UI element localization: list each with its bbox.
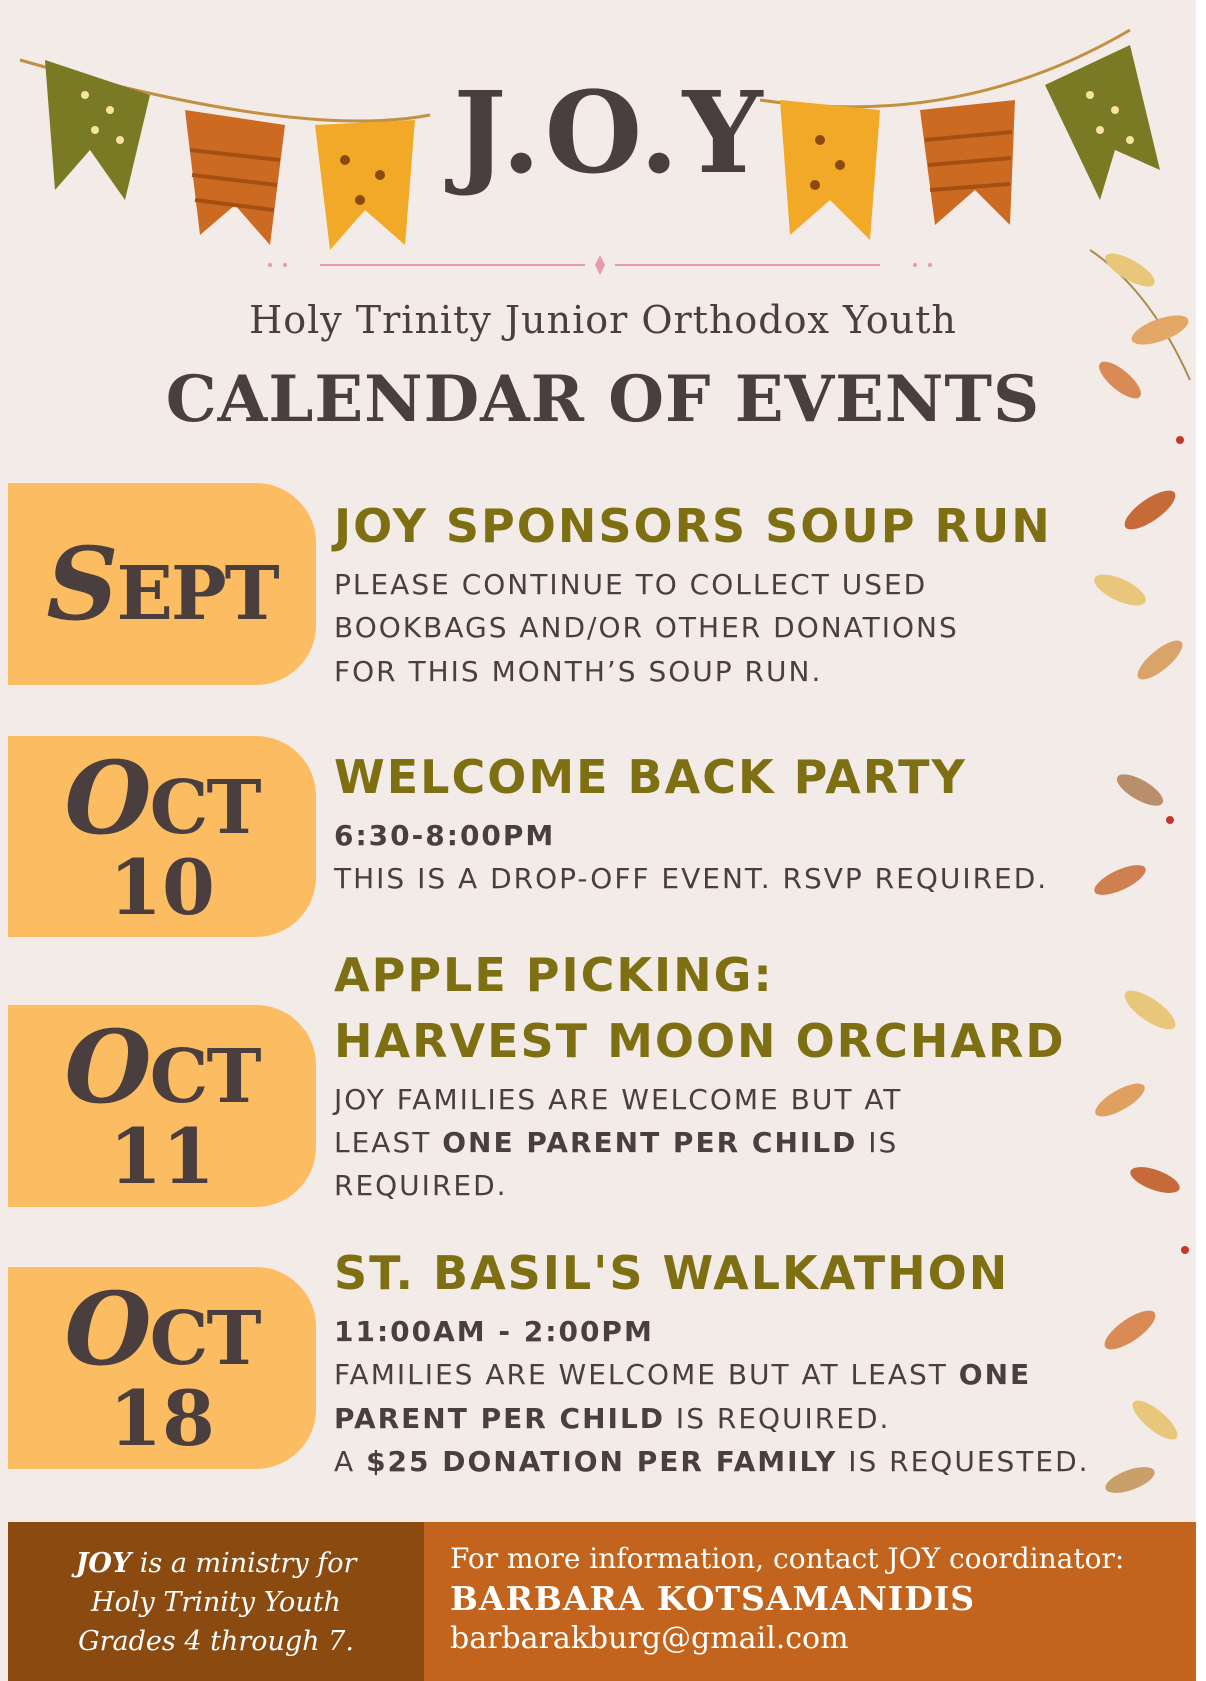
event-title: ST. BASIL'S WALKATHON	[334, 1246, 1010, 1300]
event-title: JOY SPONSORS SOUP RUN	[334, 499, 1052, 553]
date-month: OCT	[64, 738, 260, 857]
contact-email[interactable]: barbarakburg@gmail.com	[450, 1621, 849, 1657]
subtitle: Holy Trinity Junior Orthodox Youth	[249, 298, 957, 342]
page-title: CALENDAR OF EVENTS	[165, 362, 1041, 437]
event-description: 11:00AM - 2:00PM FAMILIES ARE WELCOME BUT AT LEAST ONE PARENT PER CHILD IS REQUIRED. A $25 DONATION PER FAMILY IS REQUESTED.	[334, 1314, 1090, 1478]
date-month: SEPT	[46, 525, 278, 643]
date-tab-oct-10	[8, 736, 316, 937]
date-tab-sept	[8, 483, 316, 685]
footer-ministry-note: JOY is a ministry for Holy Trinity Youth Grades 4 through 7.	[8, 1522, 424, 1681]
autumn-leaves-icon	[1060, 0, 1196, 1681]
divider-ornament	[260, 255, 940, 275]
event-walkathon	[334, 1244, 1114, 1483]
date-day: 11	[109, 1112, 215, 1201]
flag-orange-left-icon	[185, 110, 285, 245]
flag-yellow-left-icon	[315, 120, 415, 250]
contact-intro: For more information, contact JOY coordinator:	[450, 1542, 1125, 1575]
event-description: 6:30-8:00PM THIS IS A DROP-OFF EVENT. RSVP REQUIRED.	[334, 818, 1049, 896]
joy-title: J.O.Y	[453, 68, 767, 199]
date-tab-oct-18	[8, 1267, 316, 1469]
right-frame	[1196, 0, 1206, 1681]
flag-orange-right-icon	[920, 100, 1015, 225]
date-day: 18	[109, 1374, 215, 1463]
event-title: APPLE PICKING: HARVEST MOON ORCHARD	[334, 948, 1066, 1068]
event-apple-picking	[334, 946, 1114, 1208]
event-description: PLEASE CONTINUE TO COLLECT USED BOOKBAGS AND/OR OTHER DONATIONS FOR THIS MONTH’S SOUP RUN.	[334, 567, 959, 688]
date-month: OCT	[64, 1008, 260, 1126]
event-title: WELCOME BACK PARTY	[334, 750, 967, 804]
date-tab-oct-11	[8, 1005, 316, 1207]
footer-contact	[424, 1522, 1196, 1681]
flag-green-left-icon	[45, 60, 150, 200]
date-day: 10	[109, 842, 215, 932]
event-description: JOY FAMILIES ARE WELCOME BUT AT LEAST ONE PARENT PER CHILD IS REQUIRED.	[334, 1082, 903, 1203]
event-welcome-back-party	[334, 748, 1114, 901]
contact-name: BARBARA KOTSAMANIDIS	[450, 1578, 976, 1618]
date-month: OCT	[64, 1270, 260, 1388]
event-soup-run	[334, 497, 1114, 693]
